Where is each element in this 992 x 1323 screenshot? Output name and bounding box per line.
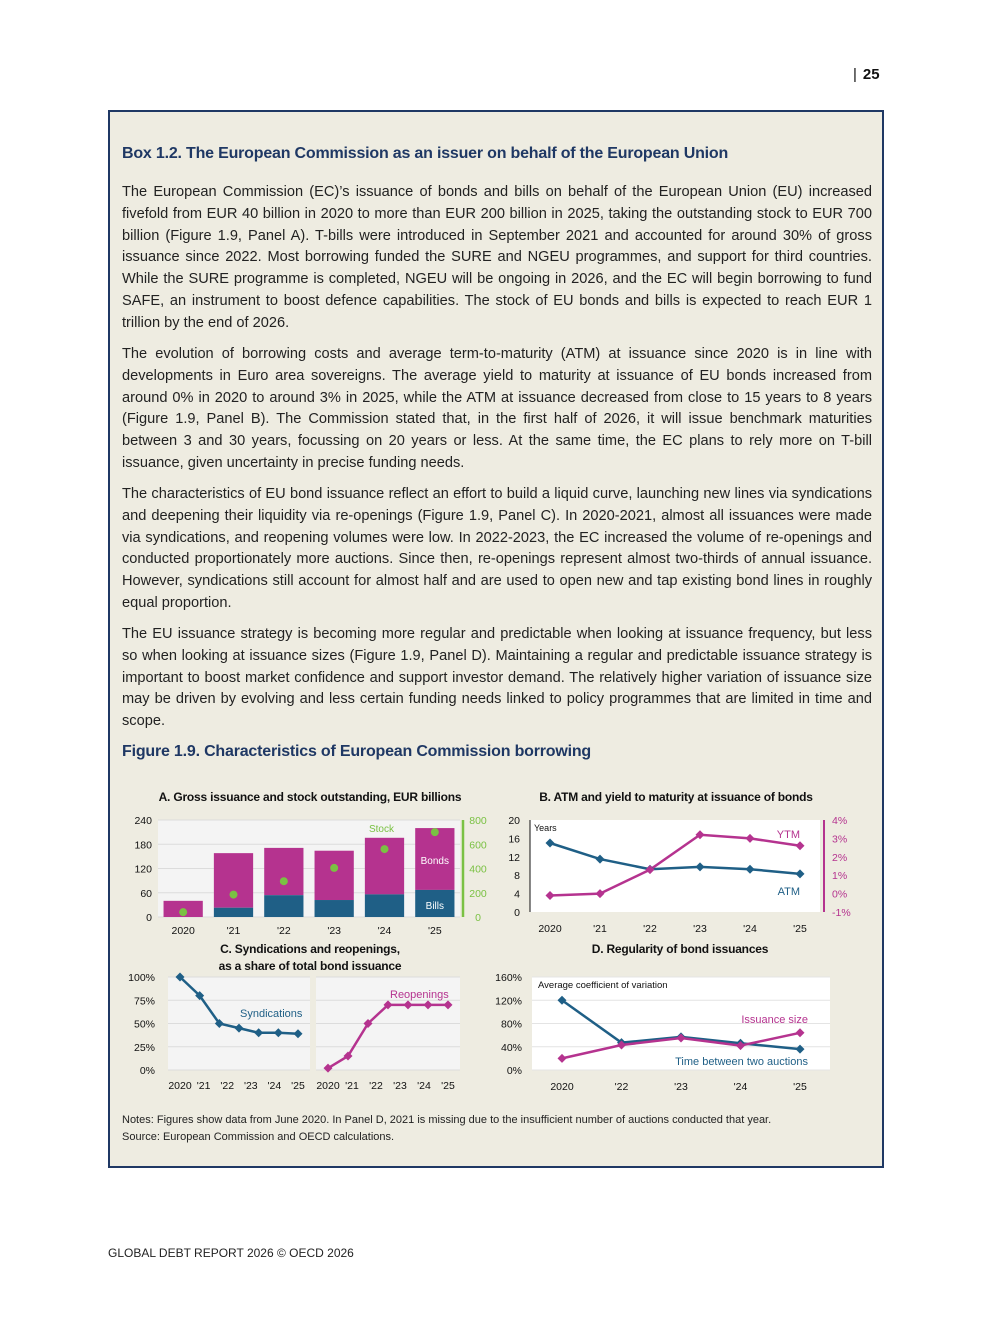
x-tick-label: '22 (369, 1080, 383, 1092)
x-tick-label: '21 (345, 1080, 359, 1092)
panel-a-chart (110, 812, 490, 947)
bar-bills (264, 895, 303, 917)
y-tick-label: 80% (500, 1018, 522, 1031)
paragraph-3: The characteristics of EU bond issuance reflect an effort to build a liquid curve, launching new lines via syndications and deepening their liquidity via re-openings (Figure 1.9, Panel C). In 2020-2021, almost all issuances were made via syndications, and reopening volumes were low. In 2022-2023, the EC increased the volume of re-openings and conducted proportionately more auctions. Since then, re-openings represent almost two-thirds of annual issuance. However, syndications still account for almost half and are used to open new and tap existing bond lines in roughly equal proportion. (122, 486, 872, 611)
y-tick-label: 0 (146, 912, 152, 924)
label-bills: Bills (425, 901, 445, 912)
x-tick-label: '21 (196, 1080, 211, 1092)
stock-marker (381, 845, 389, 853)
stock-marker (280, 877, 288, 885)
stock-marker (179, 908, 187, 916)
y-right-tick-label: 200 (469, 887, 487, 900)
paragraph-4: The EU issuance strategy is becoming more regular and predictable when looking at issuance frequency, but less so when looking at issuance sizes (Figure 1.9, Panel D). Maintaining a regular and predictable issuance strategy is important to boost market confidence and support investor demand. The relatively higher variation of issuance size may be driven by evolving and less certain funding needs linked to policy programmes that are limited in time and scope. (122, 626, 872, 730)
panel-b-title: B. ATM and yield to maturity at issuance of bonds (539, 790, 813, 804)
y-right-tick-label: 400 (469, 863, 487, 876)
y-tick-label: 0% (139, 1065, 155, 1077)
x-tick-label: '23 (243, 1080, 258, 1092)
x-tick-label: '25 (427, 925, 442, 937)
y-tick-label: 25% (133, 1041, 155, 1054)
label-stock: Stock (368, 824, 395, 835)
paragraph-2: The evolution of borrowing costs and average term-to-maturity (ATM) at issuance since 2020 is in line with developments in Euro area sovereigns. The average yield to maturity at issuance of EU bonds increased from around 0% in 2020 to around 3% in 2025, while the ATM at issuance decreased from close to 15 years to 8 years (Figure 1.9, Panel B). The Commission stated that, in the first half of 2026, it will issue benchmark maturities between 3 and 30 years, focussing on 20 years or less. At the same time, the EC plans to rely more on T-bill issuance, given uncertainty in precise funding needs. (122, 346, 872, 471)
y-tick-label: 8 (514, 870, 520, 883)
x-tick-label: '24 (377, 925, 392, 937)
time-between-auctions-label: Time between two auctions (675, 1056, 808, 1068)
bar-bonds (214, 853, 253, 908)
bar-bills (214, 908, 253, 917)
y-tick-label: 100% (128, 972, 155, 984)
issuance-size-label: Issuance size (741, 1014, 808, 1026)
y-tick-label: 4 (514, 888, 520, 901)
bar-bonds (315, 851, 354, 900)
panel-c-title-line-2: as a share of total bond issuance (218, 959, 402, 973)
y-tick-label: 50% (133, 1018, 155, 1031)
x-tick-label: '24 (267, 1080, 282, 1092)
x-tick-label: '22 (614, 1081, 629, 1093)
x-tick-label: '23 (674, 1081, 688, 1093)
x-tick-label: 2020 (316, 1080, 340, 1092)
y-tick-label: 75% (133, 995, 155, 1008)
y-right-tick-label: 2% (832, 851, 848, 864)
y-tick-label: 240 (134, 815, 152, 827)
y-tick-label: 180 (134, 839, 152, 852)
stock-marker (431, 828, 439, 836)
x-tick-label: '22 (643, 923, 657, 935)
panel-c-chart (110, 967, 490, 1102)
y-tick-label: 60 (140, 887, 152, 900)
source-text: Source: European Commission and OECD calculations. (122, 1131, 395, 1143)
panel-c-title-line-1: C. Syndications and reopenings, (220, 942, 400, 956)
panel-b-chart (500, 812, 870, 947)
x-tick-label: '25 (793, 1081, 807, 1093)
panel-a-title: A. Gross issuance and stock outstanding, EUR billions (158, 790, 462, 804)
x-tick-label: '24 (733, 1081, 748, 1093)
bar-bills (365, 894, 404, 917)
x-tick-label: '25 (291, 1080, 305, 1092)
ytm-label: YTM (776, 829, 800, 841)
x-tick-label: '24 (417, 1080, 431, 1092)
y-tick-label: 16 (508, 833, 520, 846)
y-right-tick-label: -1% (832, 907, 851, 919)
y-right-tick-label: 3% (832, 833, 848, 846)
y-tick-label: 120% (495, 995, 522, 1008)
label-bonds: Bonds (420, 856, 450, 867)
y-tick-label: 160% (495, 972, 522, 984)
figure-title: Figure 1.9. Characteristics of European Commission borrowing (122, 743, 591, 760)
x-tick-label: 2020 (550, 1081, 574, 1093)
y-axis-unit: Average coefficient of variation (538, 980, 668, 991)
x-tick-label: '22 (220, 1080, 235, 1092)
stock-marker (230, 891, 238, 899)
x-tick-label: '25 (793, 923, 807, 935)
y-tick-label: 0 (514, 907, 520, 919)
panel-d-title: D. Regularity of bond issuances (591, 942, 769, 956)
y-tick-label: 0% (506, 1065, 522, 1077)
x-tick-label: '23 (693, 923, 707, 935)
notes-text: Notes: Figures show data from June 2020. In Panel D, 2021 is missing due to the insufficient number of auctions conducted that year. (122, 1114, 772, 1126)
page-footer: GLOBAL DEBT REPORT 2026 © OECD 2026 (108, 1246, 354, 1260)
y-right-tick-label: 0 (475, 912, 481, 924)
x-tick-label: '25 (441, 1080, 455, 1092)
y-tick-label: 12 (508, 851, 520, 864)
box-1-2 (108, 110, 884, 1168)
atm-label: ATM (777, 886, 800, 898)
x-tick-label: 2020 (168, 1080, 192, 1092)
reopenings-label: Reopenings (390, 989, 449, 1001)
box-title: Box 1.2. The European Commission as an issuer on behalf of the European Union (122, 145, 729, 162)
x-tick-label: '21 (226, 925, 241, 937)
y-right-tick-label: 4% (832, 815, 848, 827)
y-right-tick-label: 600 (469, 839, 487, 852)
x-tick-label: '24 (743, 923, 757, 935)
stock-marker (330, 864, 338, 872)
page-number: | 25 (853, 66, 880, 83)
y-tick-label: 40% (500, 1041, 522, 1054)
y-tick-label: 20 (508, 815, 520, 827)
y-tick-label: 120 (134, 863, 152, 876)
figure-notes (122, 1112, 771, 1146)
x-tick-label: '22 (276, 925, 291, 937)
bar-bonds (264, 848, 303, 895)
y-axis-unit: Years (534, 823, 557, 833)
panel-d-chart (480, 967, 860, 1102)
x-tick-label: 2020 (538, 923, 562, 935)
x-tick-label: '23 (327, 925, 342, 937)
syndications-label: Syndications (240, 1008, 303, 1020)
y-right-tick-label: 0% (832, 888, 848, 901)
bar-bills (315, 900, 354, 917)
paragraph-1: The European Commission (EC)’s issuance of bonds and bills on behalf of the European Union (EU) increased fivefold from EUR 40 billion in 2020 to more than EUR 200 billion in 2025, taking the outstanding stock to EUR 700 billion (Figure 1.9, Panel A). T-bills were introduced in September 2021 and accounted for around 30% of gross issuance since 2022. Most borrowing funded the SURE and NGEU programmes, and support for third countries. While the SURE programme is completed, NGEU will be ongoing in 2026, and the EC will begin borrowing to fund SAFE, an instrument to boost defence capabilities. The stock of EU bonds and bills is expected to reach EUR 1 trillion by the end of 2026. (122, 184, 872, 331)
x-tick-label: 2020 (171, 925, 195, 937)
x-tick-label: '21 (593, 923, 607, 935)
y-right-tick-label: 1% (832, 870, 848, 883)
y-right-tick-label: 800 (469, 815, 487, 827)
x-tick-label: '23 (393, 1080, 407, 1092)
